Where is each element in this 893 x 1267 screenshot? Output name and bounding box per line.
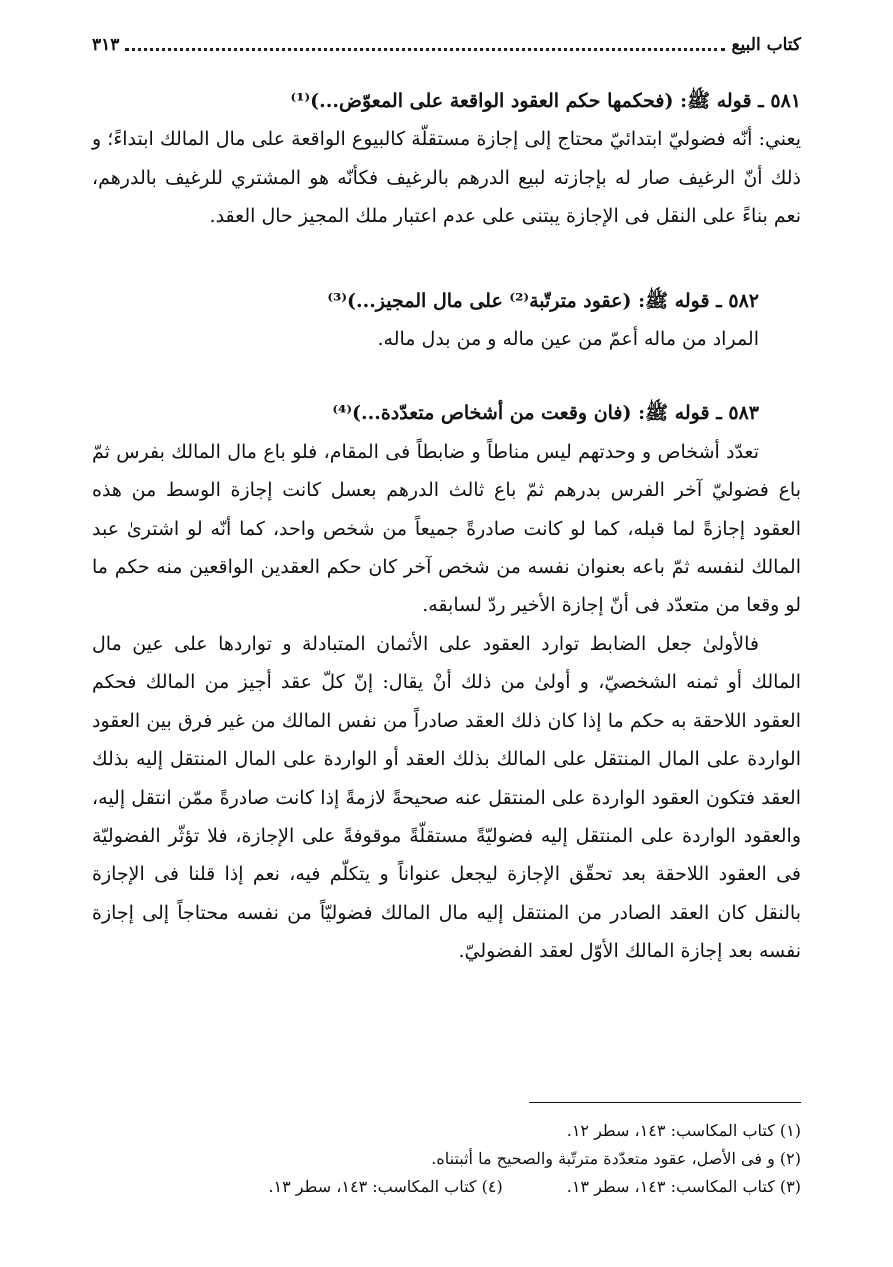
section-spacer (92, 358, 801, 394)
footnote-row (92, 1173, 801, 1201)
section-spacer (92, 236, 801, 282)
footnote-3: (٣) كتاب المكاسب: ١٤٣، سطر ١٣. (566, 1177, 801, 1196)
section-heading-583: ٥٨٣ ـ قوله ﷺ: (فان وقعت من أشخاص متعدّدة...)⁽⁴⁾ (332, 402, 759, 425)
section-581-paragraph: يعني: أنّه فضوليّ ابتدائيّ محتاج إلى إجازة مستقلّة كالبيوع الواقعة على مال المالك ابتداءً؛ و ذلك أنّ الرغيف صار له بإجازته لبيع الدرهم بالرغيف فكأنّه هو المشتري للرغيف بالدرهم، نعم بناءً على النقل فى الإجازة يبتنى على عدم اعتبار ملك المجيز حال العقد. (92, 128, 801, 228)
footnotes (92, 1102, 801, 1201)
footnote-4: (٤) كتاب المكاسب: ١٤٣، سطر ١٣. (268, 1177, 503, 1196)
section-heading-581: ٥٨١ ـ قوله ﷺ: (فحكمها حكم العقود الواقعة على المعوّض...)⁽¹⁾ (290, 90, 801, 112)
running-header (92, 30, 801, 60)
page-number: ٣١٣ (92, 35, 120, 55)
footnote-separator (529, 1102, 801, 1103)
section-583-paragraph-2: فالأولىٰ جعل الضابط توارد العقود على الأثمان المتبادلة و تواردها على عين مال المالك أو ثمنه الشخصيّ، و أولىٰ من ذلك أنْ يقال: إنّ كلّ عقد أجيز من المالك فحكم العقود اللاحقة به حكم ما إذا كان ذلك العقد صادراً من نفس المالك من غير فرق بين العقود الواردة على المال المنتقل على المالك بذلك العقد أو الواردة على المال المنتقل إليه بذلك العقد فتكون العقود الواردة على المنتقل عنه صحيحةً لازمةً إذا كانت صادرةً ممّن انتقل إليه، والعقود الواردة على المنتقل إليه فضوليّةً مستقلّةً موقوفةً على الإجازة، فلا تؤثّر الفضوليّة فى العقود اللاحقة بعد تحقّق الإجازة ليجعل عنواناً و يتكلّم فيه، نعم إذا قلنا فى الإجازة بالنقل كان العقد الصادر من المنتقل إليه مال المالك فضوليّاً من نفسه محتاجاً إلى إجازة نفسه بعد إجازة المالك الأوّل لعقد الفضوليّ. (92, 632, 801, 963)
book-title: كتاب البيع (731, 35, 801, 55)
section-582-paragraph: المراد من ماله أعمّ من عين ماله و من بدل ماله. (377, 328, 759, 351)
main-text (92, 82, 801, 971)
header-leader-dots (125, 48, 725, 51)
section-583-paragraph-1: تعدّد أشخاص و وحدتهم ليس مناطاً و ضابطاً فى المقام، فلو باع مال المالك بفرس ثمّ باع فضوليّ آخر الفرس بدرهم ثمّ باع ثالث الدرهم بعسل كانت إجازة الوسط من هذه العقود إجازةً لما قبله، كما لو كانت صادرةً جميعاً من شخص واحد، كما أنّه لو اشترىٰ عبد المالك لنفسه ثمّ باعه بعنوان نفسه من شخص آخر كان حكم العقدين الواقعين منه حكم ما لو وقعا من متعدّد فى أنّ إجازة الأخير ردّ لسابقه. (92, 440, 801, 617)
footnote-2: (٢) و فى الأصل، عقود متعدّدة مترتّبة والصحيح ما أثبتناه. (431, 1149, 801, 1168)
footnote-1: (١) كتاب المكاسب: ١٤٣، سطر ١٢. (566, 1121, 801, 1140)
section-heading-582: ٥٨٢ ـ قوله ﷺ: (عقود مترتّبة⁽²⁾ على مال المجيز...)⁽³⁾ (327, 289, 759, 312)
